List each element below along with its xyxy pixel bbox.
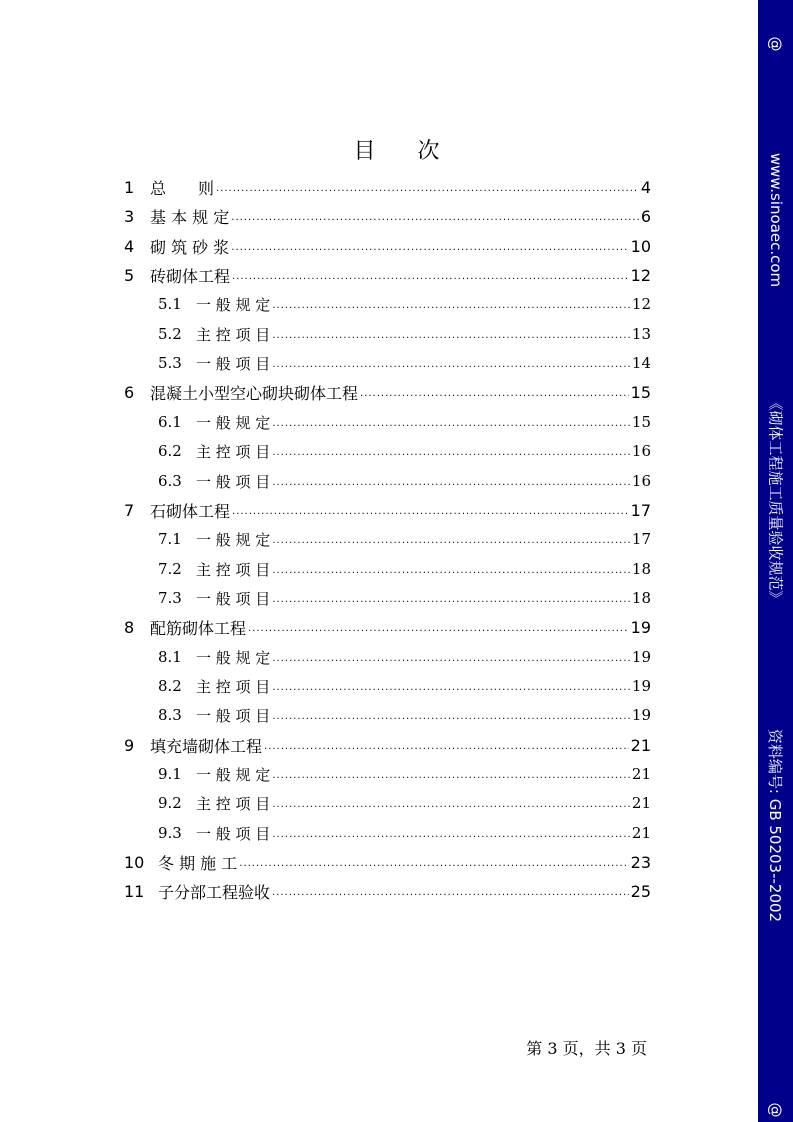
toc-subentry[interactable]	[158, 763, 651, 785]
toc-dot-leader	[264, 734, 629, 756]
toc-entry-page: 15	[631, 413, 651, 431]
toc-entry-page: 19	[630, 617, 651, 637]
toc-entry-label: 砌 筑 砂 浆	[150, 237, 230, 257]
toc-entry-page: 15	[630, 382, 651, 402]
toc-entry-label: 砖砌体工程	[150, 266, 231, 286]
at-symbol-bottom: @	[766, 1102, 785, 1118]
toc-entry[interactable]	[124, 176, 651, 198]
toc-entry-label: 总 则	[150, 178, 215, 198]
title-char-1: 目	[353, 139, 376, 164]
toc-subentry[interactable]	[158, 440, 651, 462]
toc-entry-page: 16	[631, 472, 651, 490]
toc-entry-label: 冬 期 施 工	[158, 853, 238, 873]
toc-entry[interactable]	[124, 851, 651, 873]
toc-entry[interactable]	[124, 235, 651, 257]
toc-entry-page: 21	[631, 794, 651, 812]
toc-subentry[interactable]	[158, 470, 651, 492]
toc-entry-label: 一 般 规 定	[196, 295, 271, 314]
toc-entry-page: 21	[631, 765, 651, 783]
toc-dot-leader	[272, 411, 630, 433]
toc-entry-page: 18	[631, 589, 651, 607]
toc-subentry[interactable]	[158, 587, 651, 609]
sidebar-banner	[758, 0, 793, 1122]
toc-entry-page: 19	[631, 677, 651, 695]
toc-entry-label: 一 般 项 目	[196, 824, 271, 843]
toc-entry-label: 一 般 规 定	[196, 765, 271, 784]
toc-entry-page: 25	[630, 881, 651, 901]
toc-entry-number: 7	[124, 500, 135, 520]
toc-entry[interactable]	[124, 205, 651, 227]
toc-entry-page: 21	[630, 735, 651, 755]
toc-subentry[interactable]	[158, 323, 651, 345]
toc-entry-page: 14	[631, 354, 651, 372]
toc-dot-leader	[272, 528, 630, 550]
toc-dot-leader	[231, 205, 639, 227]
toc-subentry[interactable]	[158, 558, 651, 580]
toc-entry-number: 6	[124, 382, 135, 402]
document-code-vertical: 资料编号: GB 50203--2002	[766, 728, 785, 922]
toc-entry-page: 17	[630, 500, 651, 520]
toc-entry-page: 10	[630, 236, 651, 256]
toc-entry-number: 3	[124, 206, 135, 226]
toc-dot-leader	[272, 880, 629, 902]
toc-entry-number: 5	[124, 265, 135, 285]
toc-entry-number: 7.1	[158, 530, 182, 548]
toc-entry-number: 1	[124, 177, 135, 197]
toc-entry-page: 18	[631, 560, 651, 578]
toc-dot-leader	[216, 176, 639, 198]
toc-dot-leader	[360, 381, 629, 403]
toc-entry-number: 10	[124, 852, 145, 872]
toc-dot-leader	[272, 558, 630, 580]
toc-entry-number: 4	[124, 236, 135, 256]
toc-entry-label: 主 控 项 目	[196, 560, 271, 579]
toc-dot-leader	[272, 822, 630, 844]
toc-entry-page: 23	[630, 852, 651, 872]
toc-entry-label: 主 控 项 目	[196, 677, 271, 696]
toc-entry-page: 6	[640, 206, 651, 226]
toc-dot-leader	[231, 235, 628, 257]
toc-dot-leader	[272, 792, 630, 814]
toc-entry[interactable]	[124, 616, 651, 638]
toc-entry-label: 混凝土小型空心砌块砌体工程	[150, 383, 359, 403]
toc-entry-label: 一 般 规 定	[196, 413, 271, 432]
toc-dot-leader	[272, 587, 630, 609]
toc-entry-label: 主 控 项 目	[196, 325, 271, 344]
toc-dot-leader	[239, 851, 628, 873]
toc-entry-page: 13	[631, 325, 651, 343]
toc-subentry[interactable]	[158, 704, 651, 726]
toc-entry-number: 5.2	[158, 325, 182, 343]
toc-entry-label: 石砌体工程	[150, 501, 231, 521]
toc-entry-label: 配筋砌体工程	[150, 618, 247, 638]
toc-entry-number: 6.3	[158, 472, 182, 490]
toc-entry-number: 6.2	[158, 442, 182, 460]
toc-entry-label: 一 般 规 定	[196, 648, 271, 667]
toc-dot-leader	[232, 499, 629, 521]
toc-entry-page: 16	[631, 442, 651, 460]
toc-entry-number: 9	[124, 735, 135, 755]
toc-entry[interactable]	[124, 264, 651, 286]
toc-entry-page: 19	[631, 706, 651, 724]
toc-dot-leader	[272, 704, 630, 726]
toc-entry-number: 6.1	[158, 413, 182, 431]
toc-subentry[interactable]	[158, 293, 651, 315]
toc-dot-leader	[272, 293, 630, 315]
toc-entry-label: 基 本 规 定	[150, 207, 230, 227]
toc-dot-leader	[272, 675, 630, 697]
toc-subentry[interactable]	[158, 792, 651, 814]
toc-entry-number: 11	[124, 881, 145, 901]
toc-dot-leader	[248, 616, 629, 638]
title-char-2: 次	[417, 139, 440, 164]
toc-entry-number: 8.2	[158, 677, 182, 695]
toc-entry-label: 一 般 项 目	[196, 354, 271, 373]
toc-entry[interactable]	[124, 499, 651, 521]
toc-subentry[interactable]	[158, 675, 651, 697]
toc-entry-label: 子分部工程验收	[158, 882, 271, 902]
toc-entry-label: 一 般 项 目	[196, 472, 271, 491]
toc-entry-label: 主 控 项 目	[196, 794, 271, 813]
toc-dot-leader	[272, 763, 630, 785]
toc-dot-leader	[272, 646, 630, 668]
toc-dot-leader	[272, 470, 630, 492]
toc-subentry[interactable]	[158, 352, 651, 374]
toc-entry-label: 一 般 项 目	[196, 706, 271, 725]
toc-subentry[interactable]	[158, 646, 651, 668]
toc-dot-leader	[232, 264, 629, 286]
toc-entry[interactable]	[124, 734, 651, 756]
toc-entry-page: 17	[631, 530, 651, 548]
toc-dot-leader	[272, 440, 630, 462]
toc-subentry[interactable]	[158, 822, 651, 844]
toc-entry-number: 8	[124, 617, 135, 637]
toc-entry-label: 填充墙砌体工程	[150, 736, 263, 756]
toc-dot-leader	[272, 352, 630, 374]
toc-entry-number: 7.2	[158, 560, 182, 578]
page-number-footer: 第 3 页，共 3 页	[526, 1039, 647, 1058]
toc-entry-number: 9.1	[158, 765, 182, 783]
toc-entry-number: 9.2	[158, 794, 182, 812]
toc-entry-number: 8.3	[158, 706, 182, 724]
toc-entry-label: 一 般 项 目	[196, 589, 271, 608]
toc-entry-number: 9.3	[158, 824, 182, 842]
toc-entry-page: 21	[631, 824, 651, 842]
toc-entry-label: 主 控 项 目	[196, 442, 271, 461]
toc-dot-leader	[272, 323, 630, 345]
toc-entry-number: 5.3	[158, 354, 182, 372]
document-title-vertical: 《砌体工程施工质量验收规范》	[766, 394, 785, 606]
toc-entry-number: 7.3	[158, 589, 182, 607]
page-title	[0, 134, 793, 165]
toc-entry[interactable]	[124, 381, 651, 403]
toc-entry-page: 12	[630, 265, 651, 285]
toc-entry-number: 5.1	[158, 295, 182, 313]
toc-entry[interactable]	[124, 880, 651, 902]
toc-entry-page: 19	[631, 648, 651, 666]
toc-entry-label: 一 般 规 定	[196, 530, 271, 549]
toc-entry-page: 12	[631, 295, 651, 313]
toc-subentry[interactable]	[158, 411, 651, 433]
at-symbol-top: @	[766, 36, 785, 52]
toc-entry-number: 8.1	[158, 648, 182, 666]
toc-entry-page: 4	[640, 177, 651, 197]
toc-subentry[interactable]	[158, 528, 651, 550]
website-url[interactable]: www.sinoaec.com	[766, 152, 785, 288]
